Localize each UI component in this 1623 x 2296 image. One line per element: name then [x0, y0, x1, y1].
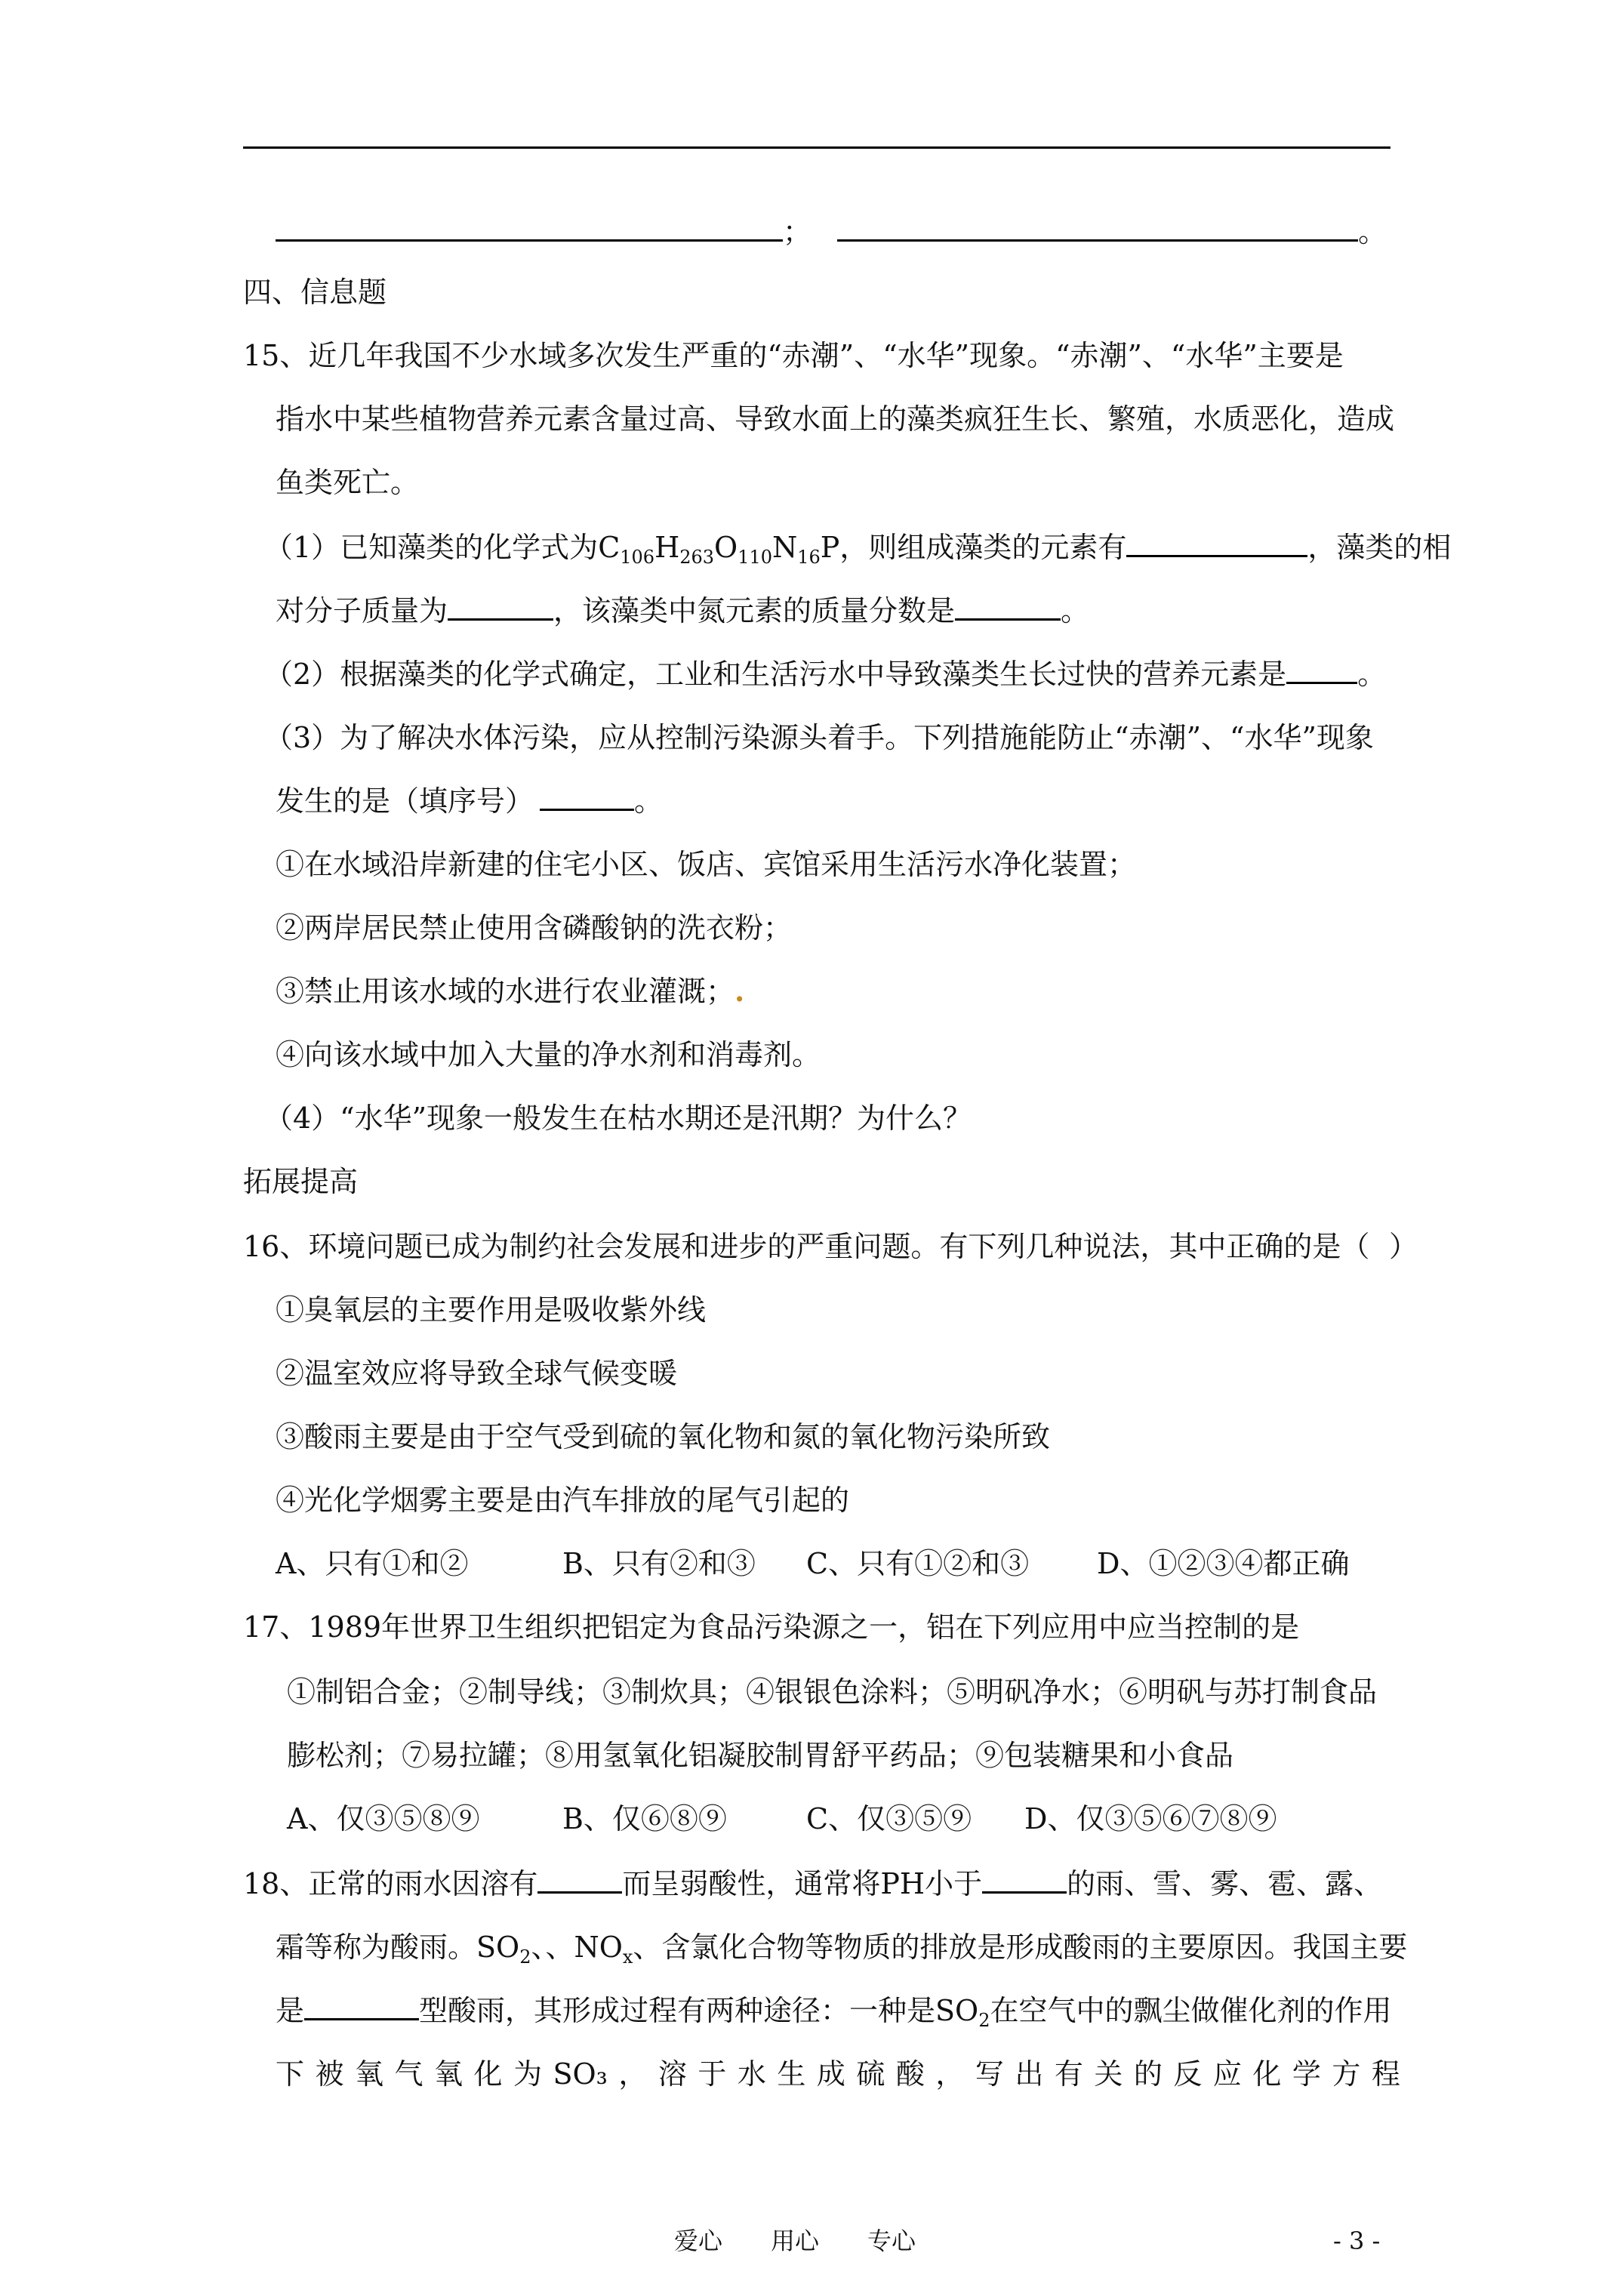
question-16-choice-d[interactable]: D、①②③④都正确 [1097, 1547, 1350, 1580]
question-15-part-1-line-2: 对分子质量为 ，该藻类中氮元素的质量分数是 。 [276, 594, 1090, 627]
question-17-choice-a[interactable]: A、仅③⑤⑧⑨ [287, 1802, 480, 1835]
question-16-stem: 16、环境问题已成为制约社会发展和进步的严重问题。有下列几种说法，其中正确的是（ [243, 1230, 1370, 1263]
question-15-part-1-line-1: （1）已知藻类的化学式为$C_{106}H_{263}O_{110}N_{16}P$，则组成藻类的元素有 ，藻类的相 [264, 531, 1452, 568]
question-16-choice-a[interactable]: A、只有①和② [276, 1547, 469, 1580]
question-15-option-2: ②两岸居民禁止使用含磷酸钠的洗衣粉； [276, 911, 793, 945]
question-15-stem-line-2: 指水中某些植物营养元素含量过高、导致水面上的藻类疯狂生长、繁殖，水质恶化，造成 [276, 402, 1395, 436]
question-15-stem-line-1: 15、近几年我国不少水域多次发生严重的“赤潮”、“水华”现象。“赤潮”、“水华”主要是 [243, 339, 1344, 372]
question-18-line-2: 霜等称为酸雨。$SO_2$、、$NO_x$、含氯化合物等物质的排放是形成酸雨的主要原因。我国主要 [276, 1931, 1408, 1968]
question-16-statement-1: ①臭氧层的主要作用是吸收紫外线 [276, 1293, 707, 1327]
answer-blank[interactable] [276, 214, 783, 242]
answer-blank-dissolved-gas[interactable] [537, 1866, 622, 1894]
question-16-choice-b[interactable]: B、只有②和③ [562, 1547, 756, 1580]
answer-blank[interactable] [837, 214, 1358, 242]
answer-blank-nutrient[interactable] [1286, 656, 1357, 684]
continuation-line: ； 。 [276, 213, 1387, 251]
question-17-stem: 17、1989年世界卫生组织把铝定为食品污染源之一，铝在下列应用中应当控制的是 [243, 1610, 1300, 1644]
question-15-part-4: （4）“水华”现象一般发生在枯水期还是汛期？为什么？ [264, 1102, 972, 1135]
question-18-line-3: 是 型酸雨，其形成过程有两种途径：一种是$SO_2$在空气中的飘尘做催化剂的作用 [276, 1994, 1392, 2031]
question-16-statement-4: ④光化学烟雾主要是由汽车排放的尾气引起的 [276, 1484, 850, 1517]
question-17-choice-b[interactable]: B、仅⑥⑧⑨ [562, 1802, 727, 1835]
question-17-items-line-2: 膨松剂；⑦易拉罐；⑧用氢氧化铝凝胶制胃舒平药品；⑨包装糖果和小食品 [287, 1739, 1234, 1772]
answer-blank-ph-value[interactable] [982, 1866, 1067, 1894]
question-15-part-2: （2）根据藻类的化学式确定，工业和生活污水中导致藻类生长过快的营养元素是 。 [264, 658, 1387, 691]
question-15-part-3-line-2: 发生的是（填序号） 。 [276, 784, 664, 818]
question-15-part-3-line-1: （3）为了解决水体污染，应从控制污染源头着手。下列措施能防止“赤潮”、“水华”现象 [264, 721, 1374, 754]
question-15-option-4: ④向该水域中加入大量的净水剂和消毒剂。 [276, 1038, 821, 1071]
answer-blank-nitrogen-fraction[interactable] [955, 593, 1061, 621]
question-16-statement-2: ②温室效应将导致全球气候变暖 [276, 1357, 678, 1390]
page-number: - 3 - [1333, 2227, 1381, 2255]
question-16-choice-c[interactable]: C、只有①②和③ [806, 1547, 1030, 1580]
header-rule [243, 146, 1390, 149]
question-17-items-line-1: ①制铝合金；②制导线；③制炊具；④银银色涂料；⑤明矾净水；⑥明矾与苏打制食品 [287, 1675, 1378, 1709]
answer-blank-elements[interactable] [1126, 529, 1307, 557]
question-15-option-3: ③禁止用该水域的水进行农业灌溉；. [276, 974, 745, 1008]
question-16-statement-3: ③酸雨主要是由于空气受到硫的氧化物和氮的氧化物污染所致 [276, 1420, 1051, 1453]
question-17-choice-c[interactable]: C、仅③⑤⑨ [806, 1802, 972, 1835]
stray-dot: . [735, 974, 745, 1008]
answer-blank-acid-rain-type[interactable] [304, 1992, 419, 2020]
question-15-option-1: ①在水域沿岸新建的住宅小区、饭店、宾馆采用生活污水净化装置； [276, 848, 1137, 881]
answer-blank-measures[interactable] [540, 783, 634, 811]
question-15-stem-line-3: 鱼类死亡。 [276, 466, 420, 499]
question-18-line-4: 下 被 氧 气 氧 化 为 SO₃ ， 溶 于 水 生 成 硫 酸 ， 写 出 有 关 的 反 应 化 学 方 程 [276, 2057, 1400, 2091]
footer-motto: 爱心 用心 专心 [674, 2227, 916, 2255]
question-18-line-1: 18、正常的雨水因溶有 而呈弱酸性，通常将PH小于 的雨、雪、雾、雹、露、 [243, 1867, 1383, 1900]
question-17-choice-d[interactable]: D、仅③⑤⑥⑦⑧⑨ [1024, 1802, 1277, 1835]
answer-blank-molecular-mass[interactable] [448, 593, 553, 621]
extension-heading: 拓展提高 [243, 1165, 359, 1198]
question-16-answer-paren[interactable]: ） [1389, 1230, 1418, 1263]
chemical-formula: $C_{106}H_{263}O_{110}N_{16}P$ [598, 531, 840, 568]
section-heading: 四、信息题 [243, 276, 387, 309]
